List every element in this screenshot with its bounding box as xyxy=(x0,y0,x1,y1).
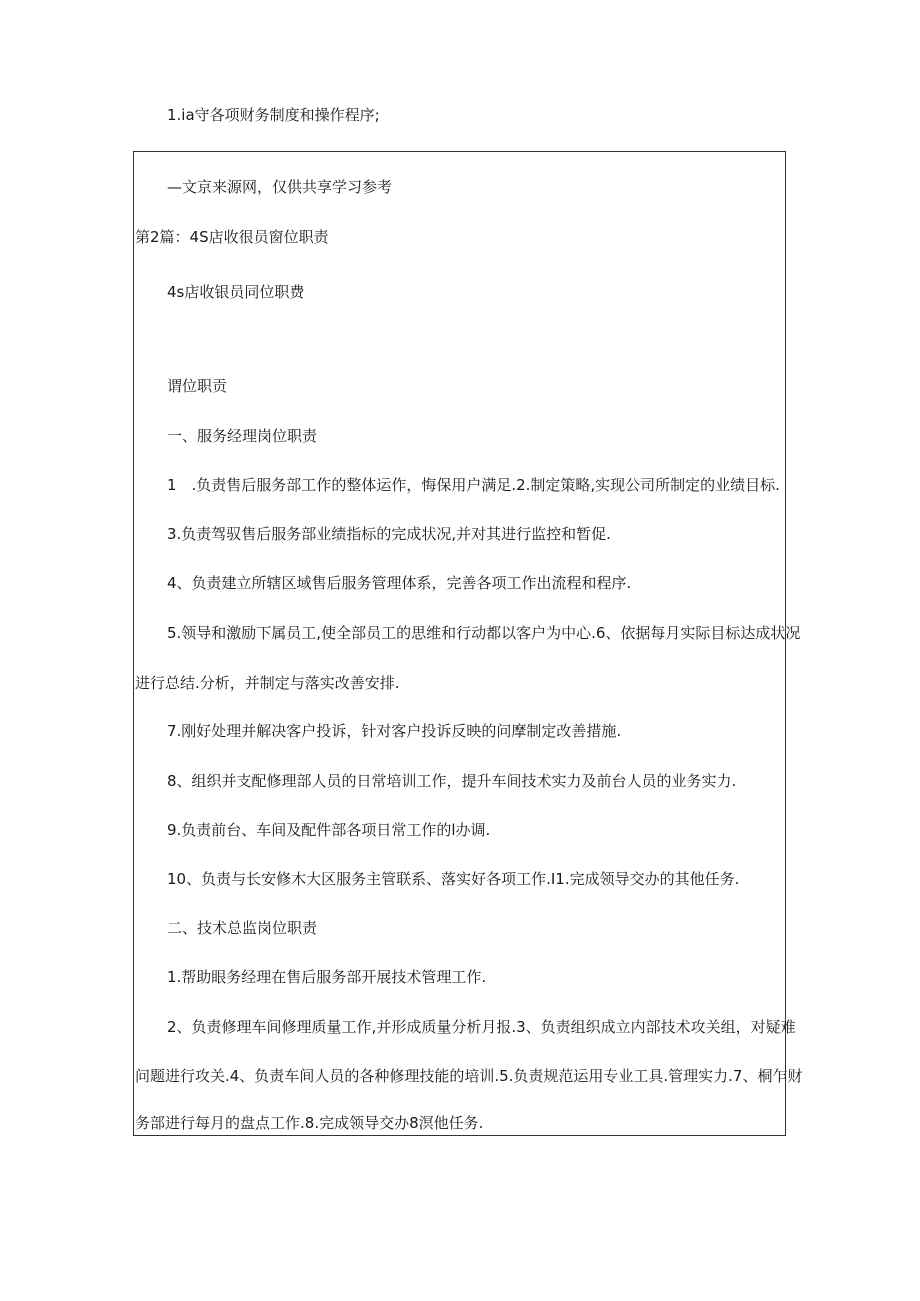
list-item: 7.刚好处理并解决客户投诉，针对客户投诉反映的问摩制定改善措施. xyxy=(167,722,622,740)
list-item: 1.帮助眼务经理在售后服务部开展技术管理工作. xyxy=(167,968,487,986)
doc-title: 4s店收银员同位职费 xyxy=(167,283,305,301)
list-item: 8、组织并支配修理部人员的日常培训工作，提升车间技术实力及前台人员的业务实力. xyxy=(167,772,737,790)
source-note: —文京来源网，仅供共享学习参考 xyxy=(167,178,393,196)
list-item: 4、负责建立所辖区域售后服务管理体系，完善各项工作出流程和程序. xyxy=(167,574,632,592)
list-item: 10、负责与长安修木大区服务主管联系、落实好各项工作.I1.完成领导交办的其他任务. xyxy=(167,870,740,888)
section-one-heading: 一、服务经理岗位职责 xyxy=(167,427,318,445)
section-two-heading: 二、技术总监岗位职责 xyxy=(167,919,318,937)
list-item-continuation: 务部进行每月的盘点工作.8.完成领导交办8溟他任务. xyxy=(135,1114,484,1132)
list-item: 3.负责驾驭售后服务部业绩指标的完成状况,并对其进行监控和暂促. xyxy=(167,525,611,543)
chapter-heading: 第2篇：4S店收很员窗位职责 xyxy=(135,228,329,246)
list-item: 2、负责修理车间修理质量工作,并形成质量分析月报.3、负责组织成立内部技术攻关组，对疑难 xyxy=(167,1018,796,1036)
section-label: 谓位职贡 xyxy=(167,377,228,395)
list-item: 9.负责前台、车间及配件部各项日常工作的l办调. xyxy=(167,821,491,839)
list-item: 1 .负责售后服务部工作的整体运作，悔保用户满足.2.制定策略,实现公司所制定的业绩目标. xyxy=(167,476,780,494)
list-item-continuation: 进行总结.分析，并制定与落实改善安排. xyxy=(135,674,400,692)
list-item: 5.领导和激励下属员工,使全部员工的思维和行动都以客户为中心.6、依据每月实际目标达成状况 xyxy=(167,624,801,642)
top-line: 1.ia守各项财务制度和操作程序; xyxy=(167,106,380,124)
list-item-continuation: 问题进行攻关.4、负责车间人员的各种修理技能的培训.5.负责规范运用专业工具.管理实力.7、桐乍财 xyxy=(135,1067,803,1085)
